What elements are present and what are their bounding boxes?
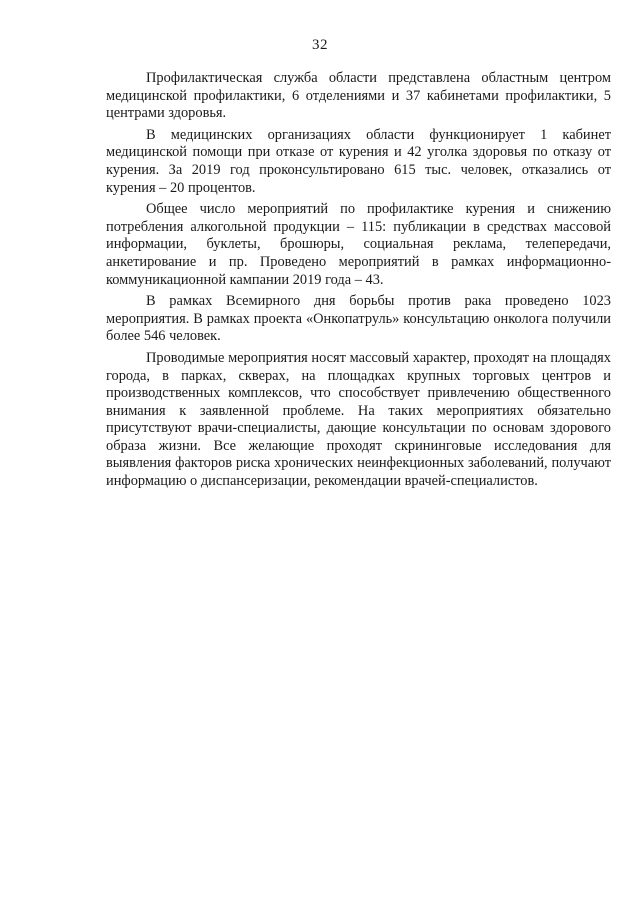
page-body bbox=[106, 70, 611, 491]
paragraph-smoking-cessation: В медицинских организациях области функционирует 1 кабинет медицинской помощи при отказе от курения и 42 уголка здоровья по отказу от курения. За 2019 год проконсультировано 615 тыс. человек, отказались от курения – 20 процентов. bbox=[106, 126, 611, 196]
paragraph-cancer-day: В рамках Всемирного дня борьбы против рака проведено 1023 мероприятия. В рамках проекта «Онкопатруль» консультацию онколога получили более 546 человек. bbox=[106, 293, 611, 345]
page-number: 32 bbox=[312, 37, 328, 53]
paragraph-events-count: Общее число мероприятий по профилактике курения и снижению потребления алкогольной продукции – 115: публикации в средствах массовой информации, буклеты, брошюры, социальная реклама, телепередачи, анкетирование и пр. Проведено мероприятий в рамках информационно-коммуникационной кампании 2019 года – 43. bbox=[106, 201, 611, 288]
paragraph-prevention-service: Профилактическая служба области представлена областным центром медицинской профилактики, 6 отделениями и 37 кабинетами профилактики, 5 центрами здоровья. bbox=[106, 70, 611, 122]
paragraph-mass-events: Проводимые мероприятия носят массовый характер, проходят на площадях города, в парках, скверах, на площадках крупных торговых центров и производственных комплексов, что способствует привлечению общественного внимания к заявленной проблеме. На таких мероприятиях обязательно присутствуют врачи-специалисты, дающие консультации по основам здорового образа жизни. Все желающие проходят скрининговые исследования для выявления факторов риска хронических неинфекционных заболеваний, получают информацию о диспансеризации, рекомендации врачей-специалистов. bbox=[106, 349, 611, 490]
